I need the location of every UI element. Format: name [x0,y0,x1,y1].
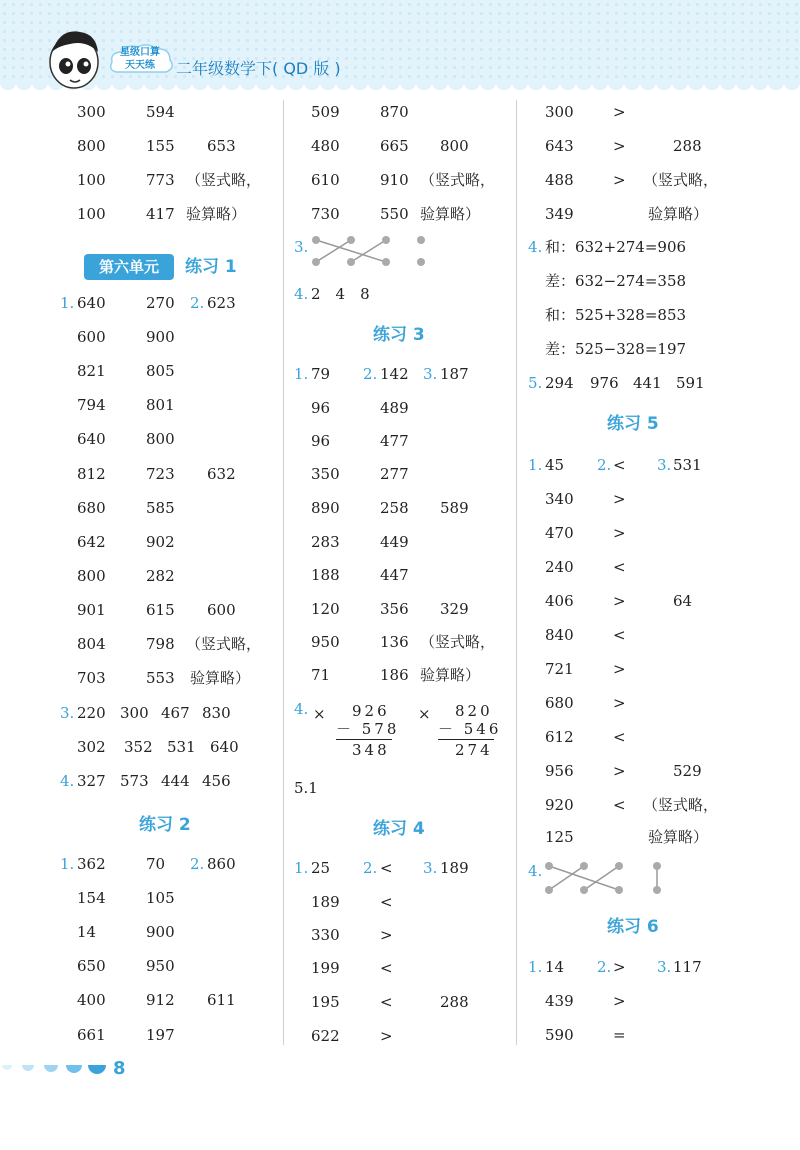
answer-cell: > [613,660,626,678]
answer-cell: 189 [311,893,340,911]
question-number: 2. [363,365,378,383]
answer-cell: 96 [311,432,331,450]
answer-cell: < [613,558,626,576]
answer-cell: 155 [146,137,175,155]
answer-cell: 439 [545,992,574,1010]
answer-note: （竖式略， [420,171,496,189]
answer-cell: 100 [77,171,106,189]
question-number: 3. [423,859,438,877]
question-number: 2. [597,958,612,976]
answer-cell: 902 [146,533,175,551]
question-number: 4. [294,285,309,303]
exercise-title: 练习 1 [185,257,237,277]
answer-cell: 642 [77,533,106,551]
answer-cell: 327 [77,772,106,790]
answer-cell: 70 [146,855,166,873]
answer-cell: 950 [311,633,340,651]
answer-cell: 300 [120,704,149,722]
vertical-minuend: 820 [455,702,493,720]
answer-cell: 653 [207,137,236,155]
answer-note: 验算略） [420,205,481,223]
answer-cell: 910 [380,171,409,189]
answer-cell: 976 [590,374,619,392]
question-number: 1. [60,855,75,873]
answer-cell: 680 [545,694,574,712]
answer-cell: 594 [146,103,175,121]
answer-cell: 220 [77,704,106,722]
answer-cell: 441 [633,374,662,392]
answer-note: 验算略） [190,669,251,687]
answer-note: 验算略） [648,205,709,223]
question-number: 1. [60,294,75,312]
answer-cell: 723 [146,465,175,483]
answer-cell: 821 [77,362,106,380]
answer-cell: 25 [311,859,331,877]
answer-note: 验算略） [186,205,247,223]
question-number: 5. [528,374,543,392]
answer-cell: 643 [545,137,574,155]
matching-diagram [310,234,430,268]
exercise-title: 练习 3 [373,325,425,345]
answer-cell: 773 [146,171,175,189]
answer-cell: 800 [77,567,106,585]
vertical-result: 348 [352,741,390,759]
vertical-line [336,739,392,740]
exercise-title: 练习 6 [607,917,659,937]
answer-cell: 623 [207,294,236,312]
answer-cell: 600 [207,601,236,619]
answer-cell: 680 [77,499,106,517]
answer-cell: 622 [311,1027,340,1045]
wrong-mark: × [313,705,326,723]
answer-cell: 340 [545,490,574,508]
header-wave-border [0,82,800,96]
answer-cell: 349 [545,205,574,223]
answer-cell: 258 [380,499,409,517]
answer-cell: 840 [545,626,574,644]
answer-cell: 950 [146,957,175,975]
question-number: 4. [294,700,309,718]
answer-cell: 488 [545,171,574,189]
answer-cell: 189 [440,859,469,877]
question-number: 3. [657,958,672,976]
answer-cell: 600 [77,328,106,346]
answer-cell: 721 [545,660,574,678]
book-title: 二年级数学下( QD 版 ) [176,59,341,78]
column-divider [283,100,284,1045]
answer-cell: 665 [380,137,409,155]
answer-cell: 615 [146,601,175,619]
answer-cell: 406 [545,592,574,610]
answer-cell: 2 4 8 [311,285,370,303]
question-number: 4. [528,238,543,256]
answer-cell: 467 [161,704,190,722]
exercise-title: 练习 5 [607,414,659,434]
answer-cell: > [613,694,626,712]
answer-cell: > [613,137,626,155]
answer-cell: 14 [77,923,97,941]
answer-cell: 900 [146,328,175,346]
answer-cell: < [380,859,393,877]
answer-cell: 870 [380,103,409,121]
answer-cell: 611 [207,991,236,1009]
vertical-subtrahend: － 546 [438,720,502,738]
answer-cell: 105 [146,889,175,907]
answer-cell: 444 [161,772,190,790]
answer-cell: 120 [311,600,340,618]
answer-cell: 632 [207,465,236,483]
answer-cell: > [613,103,626,121]
answer-note: （竖式略， [186,171,262,189]
question-number: 2. [190,294,205,312]
question-number: 2. [597,456,612,474]
unit-badge: 第六单元 [84,254,174,280]
question-number: 4. [60,772,75,790]
answer-cell: < [380,893,393,911]
answer-cell: 801 [146,396,175,414]
answer-cell: 800 [440,137,469,155]
answer-cell: 553 [146,669,175,687]
answer-cell: 117 [673,958,702,976]
answer-cell: 805 [146,362,175,380]
answer-cell: 417 [146,205,175,223]
answer-cell: 240 [545,558,574,576]
equation-line: 和：525+328=853 [545,306,687,324]
answer-cell: 456 [202,772,231,790]
answer-cell: 100 [77,205,106,223]
answer-cell: 329 [440,600,469,618]
answer-cell: 650 [77,957,106,975]
answer-cell: > [613,490,626,508]
question-number: 1. [528,958,543,976]
answer-cell: 356 [380,600,409,618]
column-divider [516,100,517,1045]
answer-cell: 573 [120,772,149,790]
exercise-title: 练习 2 [139,815,191,835]
answer-cell: 480 [311,137,340,155]
answer-cell: 640 [77,430,106,448]
footer-decoration-icon [0,1063,110,1077]
answer-cell: 661 [77,1026,106,1044]
question-number: 2. [190,855,205,873]
answer-cell: 470 [545,524,574,542]
exercise-title: 练习 4 [373,819,425,839]
answer-cell: 352 [124,738,153,756]
answer-cell: 590 [545,1026,574,1044]
answer-cell: 45 [545,456,565,474]
page-number: 8 [113,1058,126,1079]
answer-cell: 804 [77,635,106,653]
question-number: 3. [657,456,672,474]
answer-cell: 730 [311,205,340,223]
answer-cell: 125 [545,828,574,846]
answer-cell: > [613,992,626,1010]
vertical-result: 274 [455,741,493,759]
brand-logo-text [108,46,172,72]
answer-cell: > [613,524,626,542]
answer-cell: 187 [440,365,469,383]
brand-line-2: 天天练 [125,60,155,71]
answer-cell: 612 [545,728,574,746]
answer-cell: 79 [311,365,331,383]
matching-diagram [543,860,667,896]
answer-cell: 96 [311,399,331,417]
answer-cell: 302 [77,738,106,756]
answer-cell: 330 [311,926,340,944]
answer-cell: 800 [146,430,175,448]
vertical-subtrahend: － 578 [336,720,400,738]
answer-note: （竖式略， [420,633,496,651]
answer-cell: 900 [146,923,175,941]
question-number: 3. [294,238,309,256]
question-number: 3. [60,704,75,722]
answer-cell: 5.1 [294,779,318,797]
answer-cell: 901 [77,601,106,619]
answer-cell: > [613,762,626,780]
question-number: 4. [528,862,543,880]
answer-cell: 640 [210,738,239,756]
answer-cell: < [613,728,626,746]
answer-cell: < [613,456,626,474]
answer-cell: 610 [311,171,340,189]
question-number: 1. [294,859,309,877]
question-number: 3. [423,365,438,383]
answer-cell: 188 [311,566,340,584]
answer-cell: 400 [77,991,106,1009]
answer-cell: 640 [77,294,106,312]
vertical-line [438,739,494,740]
answer-cell: = [613,1026,626,1044]
vertical-minuend: 926 [352,702,390,720]
answer-cell: 890 [311,499,340,517]
brand-line-1: 星级口算 [120,47,160,58]
answer-cell: 812 [77,465,106,483]
answer-cell: 591 [676,374,705,392]
answer-cell: > [613,171,626,189]
answer-cell: 798 [146,635,175,653]
question-number: 1. [294,365,309,383]
answer-cell: 800 [77,137,106,155]
answer-cell: 270 [146,294,175,312]
answer-cell: 449 [380,533,409,551]
answer-note: （竖式略， [643,171,719,189]
answer-cell: 71 [311,666,331,684]
answer-cell: < [380,993,393,1011]
answer-cell: 531 [673,456,702,474]
answer-cell: 300 [545,103,574,121]
answer-note: （竖式略， [643,796,719,814]
answer-cell: 447 [380,566,409,584]
answer-cell: 860 [207,855,236,873]
answer-cell: 703 [77,669,106,687]
answer-cell: > [613,592,626,610]
answer-cell: > [613,958,626,976]
answer-cell: 489 [380,399,409,417]
answer-cell: 550 [380,205,409,223]
answer-cell: < [613,626,626,644]
answer-cell: 195 [311,993,340,1011]
answer-cell: 142 [380,365,409,383]
answer-cell: < [380,959,393,977]
wrong-mark: × [418,705,431,723]
answer-note: （竖式略， [186,635,262,653]
answer-cell: 199 [311,959,340,977]
answer-cell: 300 [77,103,106,121]
answer-cell: 589 [440,499,469,517]
answer-note: 验算略） [648,828,709,846]
answer-note: 验算略） [420,666,481,684]
answer-cell: 477 [380,432,409,450]
answer-cell: 830 [202,704,231,722]
answer-cell: > [380,926,393,944]
answer-cell: 283 [311,533,340,551]
answer-cell: 197 [146,1026,175,1044]
answer-cell: 529 [673,762,702,780]
answer-cell: 350 [311,465,340,483]
answer-cell: 136 [380,633,409,651]
equation-line: 和：632+274=906 [545,238,687,256]
answer-cell: 920 [545,796,574,814]
answer-cell: 154 [77,889,106,907]
answer-cell: 531 [167,738,196,756]
answer-cell: 288 [673,137,702,155]
answer-cell: 288 [440,993,469,1011]
question-number: 1. [528,456,543,474]
answer-cell: 509 [311,103,340,121]
question-number: 2. [363,859,378,877]
answer-cell: 64 [673,592,693,610]
answer-cell: 912 [146,991,175,1009]
answer-cell: 585 [146,499,175,517]
answer-cell: 282 [146,567,175,585]
equation-line: 差：525−328=197 [545,340,687,358]
equation-line: 差：632−274=358 [545,272,687,290]
answer-cell: 362 [77,855,106,873]
answer-cell: 294 [545,374,574,392]
answer-cell: > [380,1027,393,1045]
answer-cell: 14 [545,958,565,976]
answer-cell: 277 [380,465,409,483]
answer-cell: 186 [380,666,409,684]
answer-cell: < [613,796,626,814]
answer-cell: 956 [545,762,574,780]
answer-cell: 794 [77,396,106,414]
